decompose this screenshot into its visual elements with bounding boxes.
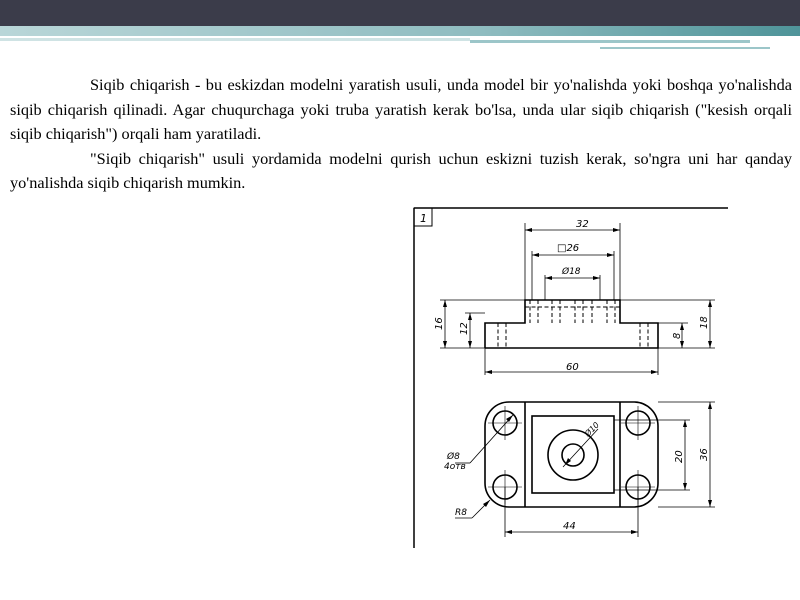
dim-plate-width: 44 bbox=[563, 521, 576, 532]
paragraph-2: "Siqib chiqarish" usuli yordamida modelni qurish uchun eskizni tuzish kerak, so'ngra uni har qanday yo'nalishda siqib chiqarish mumkin. bbox=[10, 148, 792, 192]
dim-hole-count: 4отв bbox=[444, 462, 466, 472]
header-stripe bbox=[0, 38, 470, 41]
header-stripe bbox=[600, 47, 770, 49]
header-stripe bbox=[470, 40, 750, 43]
dim-plate-height: 36 bbox=[699, 448, 710, 461]
center-lines bbox=[488, 406, 655, 504]
dim-base-width: 60 bbox=[566, 362, 579, 373]
header-accent-bar bbox=[0, 26, 800, 36]
dim-height-left: 16 bbox=[434, 317, 445, 330]
dim-height-inner: 12 bbox=[459, 322, 470, 335]
technical-drawing bbox=[410, 205, 740, 555]
dim-hole-small: Ø8 bbox=[447, 452, 460, 462]
hidden-lines bbox=[498, 300, 648, 348]
dim-base-height: 8 bbox=[672, 332, 683, 339]
sheet-number: 1 bbox=[420, 212, 427, 225]
header-bar bbox=[0, 0, 800, 26]
dim-hole-dia: Ø18 bbox=[562, 267, 581, 277]
top-dimension-lines bbox=[455, 402, 715, 537]
dim-inner-height: 20 bbox=[674, 450, 685, 463]
dim-square: □26 bbox=[557, 243, 580, 254]
dim-total-height: 18 bbox=[699, 316, 710, 329]
dim-boss-dia: Ø10 bbox=[583, 420, 602, 439]
paragraph-1: Siqib chiqarish - bu eskizdan modelni yaratish usuli, unda model bir yo'nalishda yoki boshqa yo'nalishda siqib chiqarish qilinadi. Agar chuqurchaga yoki truba yaratish kerak bo'lsa, unda ular siqib chiqarish ("kesish orqali siqib chiqarish") orqali ham yaratiladi. bbox=[10, 75, 792, 143]
body-text bbox=[10, 73, 792, 196]
drawing-svg bbox=[410, 205, 740, 550]
dim-radius: R8 bbox=[455, 508, 467, 518]
dim-top-width: 32 bbox=[576, 219, 589, 230]
